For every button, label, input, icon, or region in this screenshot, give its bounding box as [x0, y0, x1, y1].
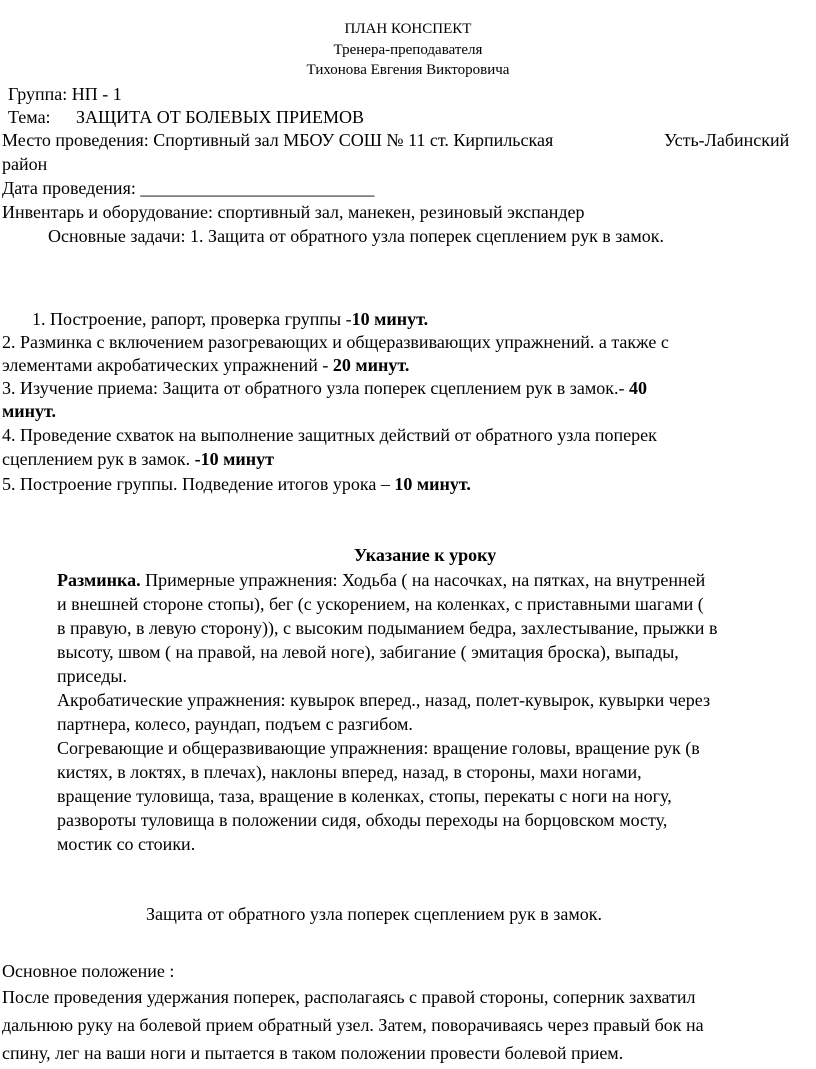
- technique-para-line-2: дальнюю руку на болевой прием обратный узел. Затем, поворачиваясь через правый бок на: [2, 1015, 704, 1035]
- warmup-line-3: в правую, в левую сторону)), с высоким подыманием бедра, захлестывание, прыжки в: [57, 618, 718, 638]
- plan-item-5-time: 10 минут.: [394, 474, 471, 494]
- warmup-line-4: высоту, швом ( на правой, на левой ноге), забигание ( эмитация броска), выпады,: [57, 642, 679, 662]
- plan-item-3-cont: минут.: [2, 401, 56, 421]
- plan-item-4-text: сцеплением рук в замок.: [2, 449, 195, 469]
- plan-item-3-time: 40: [629, 378, 648, 398]
- warm-line-1: Согревающие и общеразвивающие упражнения: вращение головы, вращение рук (в: [57, 738, 700, 758]
- plan-item-2-cont: [2, 355, 409, 376]
- plan-item-3: [2, 378, 647, 399]
- warm-line-4: развороты туловища в положении сидя, обходы переходы на борцовском мосту,: [57, 810, 668, 830]
- plan-item-1-time: 10 минут.: [351, 309, 429, 329]
- plan-item-4: 4. Проведение схваток на выполнение защитных действий от обратного узла поперек: [2, 425, 657, 445]
- warm-line-2: кистях, в локтях, в плечах), наклоны вперед, назад, в стороны, махи ногами,: [57, 762, 642, 782]
- topic-value: ЗАЩИТА ОТ БОЛЕВЫХ ПРИЕМОВ: [76, 107, 364, 127]
- place-line: Место проведения: Спортивный зал МБОУ СОШ № 11 ст. Кирпильская: [2, 130, 554, 150]
- plan-item-4-cont: [2, 449, 274, 470]
- plan-item-2-time: 20 минут.: [332, 355, 410, 375]
- doc-role: Тренера-преподавателя: [333, 42, 483, 58]
- technique-para-line-1: После проведения удержания поперек, располагаясь с правой стороны, соперник захватил: [2, 987, 696, 1007]
- group-line: Группа: НП - 1: [8, 84, 122, 104]
- warmup-text: Примерные упражнения: Ходьба ( на насочках, на пятках, на внутренней: [140, 570, 706, 590]
- place-line-right: Усть-Лабинский: [664, 130, 790, 150]
- plan-item-5: [2, 474, 471, 495]
- warmup-line-5: приседы.: [57, 666, 127, 686]
- technique-para-line-3: спину, лег на ваши ноги и пытается в таком положении провести болевой прием.: [2, 1043, 624, 1063]
- acro-line-2: партнера, колесо, раундап, подъем с разгибом.: [57, 714, 413, 734]
- guidance-heading: Указание к уроку: [354, 545, 497, 565]
- warm-line-5: мостик со стоики.: [57, 834, 196, 854]
- doc-title: ПЛАН КОНСПЕКТ: [344, 21, 472, 37]
- plan-item-1-text: 1. Построение, рапорт, проверка группы -: [32, 309, 352, 329]
- tasks-line: Основные задачи: 1. Защита от обратного узла поперек сцеплением рук в замок.: [48, 226, 665, 246]
- date-line: Дата проведения: __________________________: [2, 178, 375, 198]
- warmup-line-2: и внешней стороне стопы), бег (с ускорением, на коленках, с приставными шагами (: [57, 594, 704, 614]
- position-label: Основное положение :: [2, 961, 175, 981]
- topic-label: Тема:: [8, 107, 51, 127]
- place-line-2: район: [2, 154, 48, 174]
- acro-line-1: Акробатические упражнения: кувырок вперед., назад, полет-кувырок, кувырки через: [57, 690, 711, 710]
- plan-item-5-text: 5. Построение группы. Подведение итогов урока –: [2, 474, 395, 494]
- plan-item-3-text: 3. Изучение приема: Защита от обратного узла поперек сцеплением рук в замок.-: [2, 378, 630, 398]
- warmup-label: Разминка.: [57, 570, 141, 590]
- plan-item-1: [32, 309, 428, 330]
- equipment-line: Инвентарь и оборудование: спортивный зал, манекен, резиновый экспандер: [2, 202, 585, 222]
- doc-author: Тихонова Евгения Викторовича: [306, 62, 510, 78]
- warm-line-3: вращение туловища, таза, вращение в коленках, стопы, перекаты с ноги на ногу,: [57, 786, 672, 806]
- plan-item-4-time: -10 минут: [194, 449, 274, 469]
- plan-item-2-text: элементами акробатических упражнений -: [2, 355, 333, 375]
- plan-item-2: 2. Разминка с включением разогревающих и общеразвивающих упражнений. а также с: [2, 332, 669, 352]
- technique-title: Защита от обратного узла поперек сцеплением рук в замок.: [146, 904, 602, 924]
- warmup-line-1: [57, 570, 705, 591]
